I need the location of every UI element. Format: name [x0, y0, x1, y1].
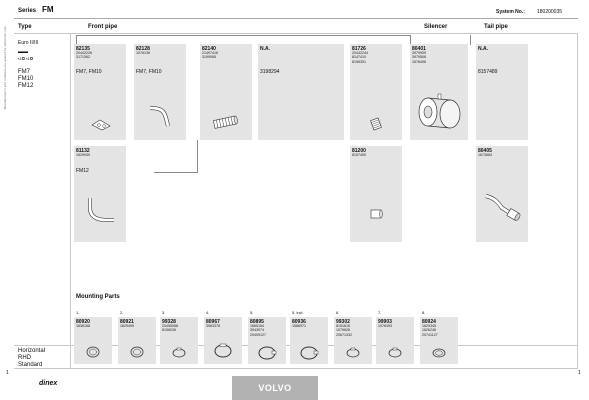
mount-index: 2. — [120, 310, 124, 315]
oem-numbers: 21497416 3199065 — [202, 51, 218, 60]
page-number-left: 1 — [6, 370, 9, 376]
mount-index: 1. — [76, 310, 80, 315]
mount-card-80921[interactable] — [118, 317, 156, 364]
part-number: 82135 — [76, 46, 90, 52]
mount-card-80924[interactable] — [420, 317, 458, 364]
part-number: 99903 — [378, 319, 392, 325]
part-card-81132[interactable] — [74, 146, 126, 242]
series-label: Series — [18, 8, 37, 14]
front-pipe-heading: Front pipe — [88, 24, 118, 30]
model-fm12: FM12 — [18, 83, 34, 89]
part-models: FM7, FM10 — [76, 69, 102, 75]
part-number: 81132 — [76, 148, 90, 154]
gasket-ring-icon — [431, 347, 447, 359]
oem-numbers: 1076136 — [136, 51, 150, 55]
oem-numbers: 8151616 1079626 20671332 — [336, 324, 352, 337]
brand-footer-bar — [232, 376, 318, 400]
mount-index: 5. incl. — [292, 310, 304, 315]
bent-pipe-icon — [146, 102, 176, 130]
tail-pipe-icon — [482, 190, 524, 224]
oem-numbers: 20442244 8147410 8196351 — [352, 51, 368, 64]
band-clamp-icon — [213, 343, 233, 359]
config-standard: Standard — [18, 362, 43, 368]
part-number: 80401 — [412, 46, 426, 52]
config-horizontal: Horizontal — [18, 348, 46, 354]
model-fm7: FM7 — [18, 69, 30, 75]
gasket-ring-icon — [129, 345, 145, 359]
header-rule — [14, 18, 578, 19]
gasket-ring-icon — [85, 345, 101, 359]
oem-numbers: 1586971 — [292, 324, 306, 328]
part-number: 82128 — [136, 46, 150, 52]
part-card-81200[interactable] — [350, 146, 402, 242]
mounting-parts-heading: Mounting Parts — [76, 294, 120, 300]
part-models: FM12 — [76, 168, 89, 174]
dinex-logo: dinex — [39, 380, 58, 387]
oem-numbers: 3979909 3979508 1676496 — [412, 51, 426, 64]
part-models: FM7, FM10 — [136, 69, 162, 75]
mount-card-80967[interactable] — [204, 317, 242, 364]
config-rhd: RHD — [18, 355, 31, 361]
oem-numbers: 1629499 — [120, 324, 134, 328]
part-number: 80920 — [76, 319, 90, 325]
filter-icons-bottom: ▪1✪ ▪1✪ — [18, 56, 34, 61]
mount-card-99328[interactable] — [160, 317, 198, 364]
part-card-80401[interactable] — [410, 44, 468, 140]
oem-numbers: 8157489 — [478, 69, 498, 75]
oem-numbers: 1665164 3943974 20409127 — [250, 324, 266, 337]
flex-pipe-icon — [210, 114, 242, 130]
part-number: 80967 — [206, 319, 220, 325]
part-card-82135[interactable] — [74, 44, 126, 140]
oem-numbers: 1636168 — [76, 324, 90, 328]
connector-line — [154, 172, 198, 173]
tail-pipe-bracket — [470, 35, 471, 45]
part-number: 81200 — [352, 148, 366, 154]
part-number: N.A. — [478, 46, 488, 52]
page-number-right: 1 — [578, 370, 581, 376]
clamp-plate-icon — [90, 116, 114, 132]
front-pipe-bracket — [76, 35, 410, 36]
model-fm10: FM10 — [18, 76, 34, 82]
clamp-icon — [171, 347, 187, 359]
part-number: 80895 — [250, 319, 264, 325]
oem-numbers: 3198294 — [260, 69, 280, 75]
v-band-clamp-icon — [299, 345, 319, 361]
part-card-81726[interactable] — [350, 44, 402, 140]
part-number: 81726 — [352, 46, 366, 52]
curved-pipe-icon — [84, 194, 118, 228]
part-number: 80405 — [478, 148, 492, 154]
mount-index: 6. — [336, 310, 340, 315]
mount-index: 5. — [250, 310, 254, 315]
part-number: 99302 — [336, 319, 350, 325]
mount-index: 3. — [162, 310, 166, 315]
clamp-icon — [387, 347, 403, 359]
pipe-sleeve-icon — [368, 206, 384, 222]
oem-numbers: 1076493 — [378, 324, 392, 328]
mount-index: 7. — [378, 310, 382, 315]
filter-icons-top: ▬▬ — [18, 49, 28, 55]
oem-numbers: 1629939 — [76, 153, 90, 157]
mount-index: 4. — [206, 310, 210, 315]
part-number: 80936 — [292, 319, 306, 325]
mount-card-80936[interactable] — [290, 317, 328, 364]
type-heading: Type — [18, 24, 32, 30]
part-card-80405[interactable] — [476, 146, 528, 242]
system-no-label: System No.: — [496, 9, 525, 15]
mount-card-80895[interactable] — [248, 317, 286, 364]
part-card-na-2[interactable] — [476, 44, 528, 140]
mount-card-80920[interactable] — [74, 317, 112, 364]
part-card-82128[interactable] — [134, 44, 186, 140]
connector-line — [197, 140, 198, 172]
part-number: 80924 — [422, 319, 436, 325]
grid-line — [577, 33, 578, 368]
grid-line — [14, 33, 578, 34]
mount-card-99903[interactable] — [376, 317, 414, 364]
oem-numbers: 3963378 — [206, 324, 220, 328]
manufacturer-note: Manufacturer's part numbers are quoted for reference only — [3, 26, 7, 110]
clamp-icon — [345, 347, 361, 359]
grid-line — [70, 33, 71, 368]
system-no-value: 180200035 — [537, 9, 563, 15]
grid-line — [14, 368, 578, 369]
silencer-heading: Silencer — [424, 24, 448, 30]
oem-numbers: 20442226 3171362 — [76, 51, 92, 60]
mount-index: 8. — [422, 310, 426, 315]
brand-label: VOLVO — [258, 383, 292, 393]
part-number: 80921 — [120, 319, 134, 325]
flex-connector-icon — [368, 116, 384, 132]
part-number: N.A. — [260, 46, 270, 52]
tail-pipe-heading: Tail pipe — [484, 24, 508, 30]
oem-numbers: 1673684 — [478, 153, 492, 157]
silencer-drum-icon — [418, 92, 464, 132]
part-number: 99328 — [162, 319, 176, 325]
series-value: FM — [42, 5, 54, 14]
oem-numbers: 20455068 8156036 — [162, 324, 178, 333]
part-card-na-1[interactable] — [258, 44, 344, 140]
mount-card-99302[interactable] — [334, 317, 372, 364]
v-band-clamp-icon — [257, 345, 277, 361]
part-number: 82140 — [202, 46, 216, 52]
oem-numbers: 8157450 — [352, 153, 366, 157]
oem-numbers: 1629345 1626246 20741127 — [422, 324, 438, 337]
part-card-82140[interactable] — [200, 44, 252, 140]
euro-standard: Euro II/III — [18, 40, 39, 46]
